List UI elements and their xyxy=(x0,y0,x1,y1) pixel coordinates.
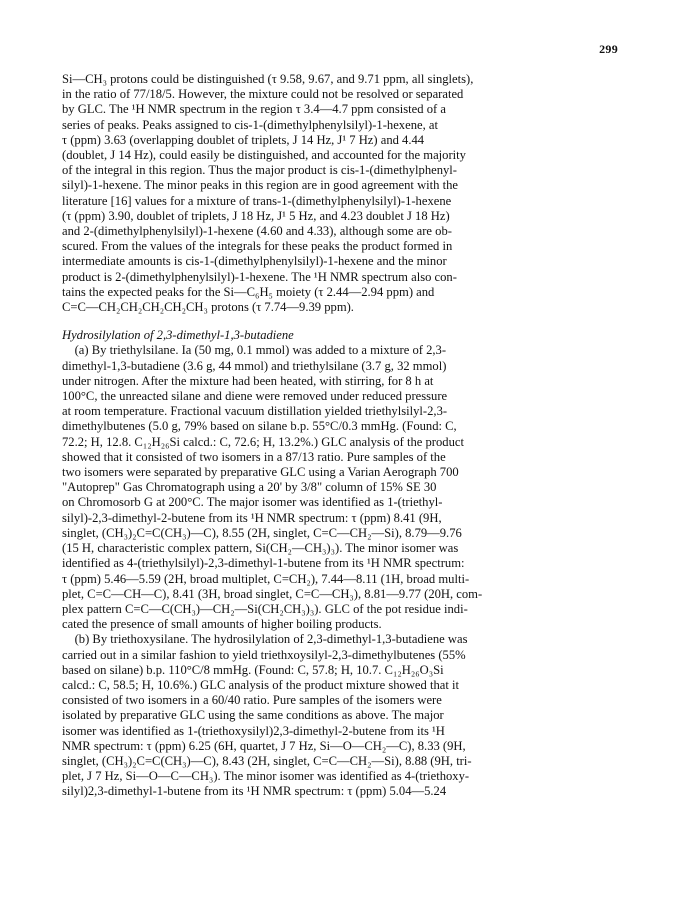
text-line: (b) By triethoxysilane. The hydrosilylation of 2,3-dimethyl-1,3-butadiene was xyxy=(62,632,468,647)
text-line: singlet, (CH₃)₂C=C(CH₃)—C), 8.55 (2H, singlet, C=C—CH₂—Si), 8.79—9.76 xyxy=(62,525,462,540)
text-line: silyl)-1-hexene. The minor peaks in this region are in good agreement with the xyxy=(62,178,459,193)
text-line: plex pattern C=C—C(CH₃)—CH₂—Si(CH₂CH₃)₃). GLC of the pot residue indi- xyxy=(62,601,468,616)
text-line: isolated by preparative GLC using the same conditions as above. The major xyxy=(62,708,444,723)
text-line: Si—CH₃ protons could be distinguished (τ 9.58, 9.67, and 9.71 ppm, all singlets), xyxy=(62,72,474,86)
text-line: of the integral in this region. Thus the major product is cis-1-(dimethylphenyl- xyxy=(62,163,457,178)
text-line: isomer was identified as 1-(triethoxysilyl)2,3-dimethyl-2-butene from its ¹H xyxy=(62,723,445,738)
text-line: C=C—CH₂CH₂CH₂CH₂CH₃ protons (τ 7.74—9.39 ppm). xyxy=(62,300,354,315)
text-line: series of peaks. Peaks assigned to cis-1-(dimethylphenylsilyl)-1-hexene, at xyxy=(62,117,438,132)
text-line: "Autoprep" Gas Chromatograph using a 20' by 3/8" column of 15% SE 30 xyxy=(62,480,437,495)
text-line: (τ (ppm) 3.90, doublet of triplets, J 18 Hz, J¹ 5 Hz, and 4.23 doublet J 18 Hz) xyxy=(62,208,450,223)
text-line: consisted of two isomers in a 60/40 ratio. Pure samples of the isomers were xyxy=(62,693,442,708)
text-line: based on silane) b.p. 110°C/8 mmHg. (Found: C, 57.8; H, 10.7. C₁₂H₂₆O₃Si xyxy=(62,662,444,677)
text-line: identified as 4-(triethylsilyl)-2,3-dimethyl-1-butene from its ¹H NMR spectrum: xyxy=(62,556,465,571)
text-line: 72.2; H, 12.8. C₁₂H₂₆Si calcd.: C, 72.6; H, 13.2%.) GLC analysis of the product xyxy=(62,434,464,449)
text-line: scured. From the values of the integrals for these peaks the product formed in xyxy=(62,239,453,254)
text-line: cated the presence of small amounts of higher boiling products. xyxy=(62,617,382,632)
text-line: literature [16] values for a mixture of trans-1-(dimethylphenylsilyl)-1-hexene xyxy=(62,193,452,208)
text-line: in the ratio of 77/18/5. However, the mixture could not be resolved or separated xyxy=(62,87,464,102)
text-line: carried out in a similar fashion to yield triethxoysilyl-2,3-dimethylbutenes (55% xyxy=(62,647,466,662)
text-line: plet, C=C—CH—C), 8.41 (3H, broad singlet, C=C—CH₃), 8.81—9.77 (20H, com- xyxy=(62,586,483,601)
text-line: τ (ppm) 3.63 (overlapping doublet of triplets, J 14 Hz, J¹ 7 Hz) and 4.44 xyxy=(62,132,425,147)
page-number: 299 xyxy=(599,42,618,56)
text-line: τ (ppm) 5.46—5.59 (2H, broad multiplet, C=CH₂), 7.44—8.11 (1H, broad multi- xyxy=(62,571,470,586)
section-heading: Hydrosilylation of 2,3-dimethyl-1,3-butadiene xyxy=(62,328,294,343)
text-line: two isomers were separated by preparative GLC using a Varian Aerograph 700 xyxy=(62,465,459,480)
paragraph-nmr-hexene xyxy=(62,72,632,315)
text-line: intermediate amounts is cis-1-(dimethylphenylsilyl)-1-hexene and the minor xyxy=(62,254,447,269)
text-line: (doublet, J 14 Hz), could easily be distinguished, and accounted for the majority xyxy=(62,148,466,163)
text-line: NMR spectrum: τ (ppm) 6.25 (6H, quartet, J 7 Hz, Si—O—CH₂—C), 8.33 (9H, xyxy=(62,738,466,753)
text-line: dimethylbutenes (5.0 g, 79% based on silane b.p. 55°C/0.3 mmHg. (Found: C, xyxy=(62,419,457,434)
text-line: plet, J 7 Hz, Si—O—C—CH₃). The minor isomer was identified as 4-(triethoxy- xyxy=(62,769,470,784)
paragraph-gap xyxy=(62,315,632,328)
text-line: silyl)2,3-dimethyl-1-butene from its ¹H NMR spectrum: τ (ppm) 5.04—5.24 xyxy=(62,784,447,799)
paragraph-triethylsilane xyxy=(62,343,632,632)
text-line: on Chromosorb G at 200°C. The major isomer was identified as 1-(triethyl- xyxy=(62,495,443,510)
text-line: calcd.: C, 58.5; H, 10.6%.) GLC analysis of the product mixture showed that it xyxy=(62,677,459,692)
text-line: at room temperature. Fractional vacuum distillation yielded triethylsilyl-2,3- xyxy=(62,404,448,419)
paragraph-triethoxysilane xyxy=(62,632,632,799)
text-line: showed that it consisted of two isomers in a 87/13 ratio. Pure samples of the xyxy=(62,449,446,464)
text-line: by GLC. The ¹H NMR spectrum in the region τ 3.4—4.7 ppm consisted of a xyxy=(62,102,446,117)
text-line: (15 H, characteristic complex pattern, Si(CH₂—CH₃)₃). The minor isomer was xyxy=(62,541,459,556)
text-line: 100°C, the unreacted silane and diene were removed under reduced pressure xyxy=(62,389,448,404)
text-line: and 2-(dimethylphenylsilyl)-1-hexene (4.60 and 4.33), although some are ob- xyxy=(62,224,452,239)
text-line: (a) By triethylsilane. Ia (50 mg, 0.1 mmol) was added to a mixture of 2,3- xyxy=(62,343,447,358)
text-line: singlet, (CH₃)₂C=C(CH₃)—C), 8.43 (2H, singlet, C=C—CH₂—Si), 8.88 (9H, tri- xyxy=(62,753,472,768)
text-line: under nitrogen. After the mixture had been heated, with stirring, for 8 h at xyxy=(62,373,434,388)
body-text xyxy=(62,72,632,800)
text-line: silyl)-2,3-dimethyl-2-butene from its ¹H NMR spectrum: τ (ppm) 8.41 (9H, xyxy=(62,510,442,525)
text-line: dimethyl-1,3-butadiene (3.6 g, 44 mmol) and triethylsilane (3.7 g, 32 mmol) xyxy=(62,358,447,373)
text-line: tains the expected peaks for the Si—C₆H₅ moiety (τ 2.44—2.94 ppm) and xyxy=(62,284,435,299)
text-line: product is 2-(dimethylphenylsilyl)-1-hexene. The ¹H NMR spectrum also con- xyxy=(62,269,457,284)
